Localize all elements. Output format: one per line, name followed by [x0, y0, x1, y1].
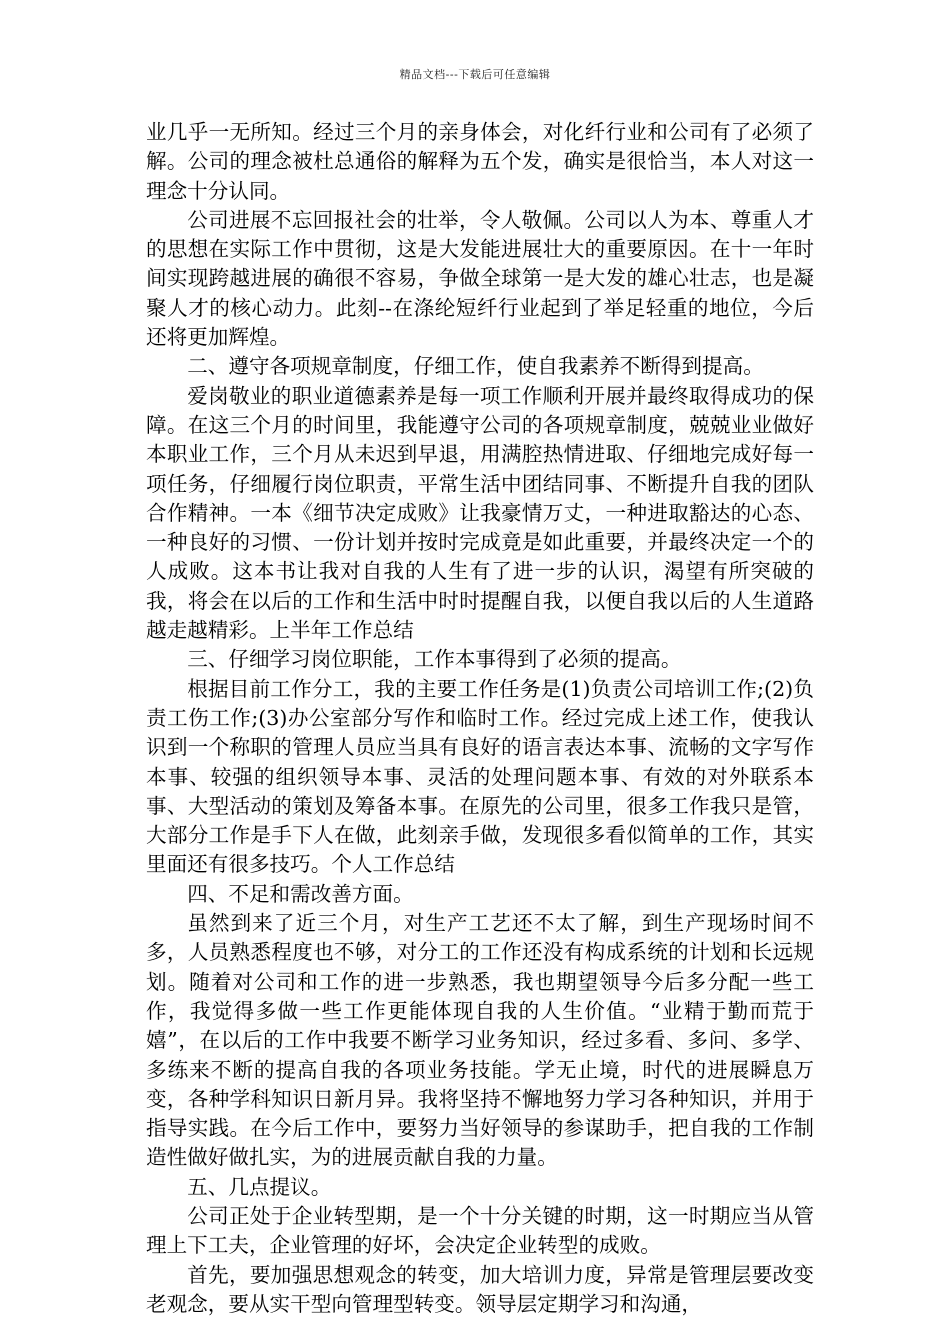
paragraph: 虽然到来了近三个月，对生产工艺还不太了解，到生产现场时间不多，人员熟悉程度也不够，对分工的工作还没有构成系统的计划和长远规划。随着对公司和工作的进一步熟悉，我也期望领导今后多分配一些工作，我觉得多做一些工作更能体现自我的人生价值。“业精于勤而荒于嬉”，在以后的工作中我要不断学习业务知识，经过多看、多问、多学、多练来不断的提高自我的各项业务技能。学无止境，时代的进展瞬息万变，各种学科知识日新月异。我将坚持不懈地努力学习各种知识，并用于指导实践。在今后工作中，要努力当好领导的参谋助手，把自我的工作制造性做好做扎实，为的进展贡献自我的力量。: [146, 911, 814, 1170]
paragraph: 公司进展不忘回报社会的壮举，令人敬佩。公司以人为本、尊重人才的思想在实际工作中贯彻，这是大发能进展壮大的重要原因。在十一年时间实现跨越进展的确很不容易，争做全球第一是大发的雄心壮志，也是凝聚人才的核心动力。此刻--在涤纶短纤行业起到了举足轻重的地位，今后还将更加辉煌。: [146, 207, 814, 350]
paragraph: 公司正处于企业转型期，是一个十分关键的时期，这一时期应当从管理上下工夫，企业管理的好坏，会决定企业转型的成败。: [146, 1203, 814, 1258]
paragraph: 首先，要加强思想观念的转变，加大培训力度，异常是管理层要改变老观念，要从实干型向管理型转变。领导层定期学习和沟通，: [146, 1262, 814, 1316]
paragraph: 爱岗敬业的职业道德素养是每一项工作顺利开展并最终取得成功的保障。在这三个月的时间里，我能遵守公司的各项规章制度，兢兢业业做好本职业工作，三个月从未迟到早退，用满腔热情进取、仔细地完成好每一项任务，仔细履行岗位职责，平常生活中团结同事、不断提升自我的团队合作精神。一本《细节决定成败》让我豪情万丈，一种进取豁达的心态、一种良好的习惯、一份计划并按时完成竟是如此重要，并最终决定一个的人成败。这本书让我对自我的人生有了进一步的认识，渴望有所突破的我，将会在以后的工作和生活中时时提醒自我，以便自我以后的人生道路越走越精彩。上半年工作总结: [146, 383, 814, 643]
paragraph: 五、几点提议。: [187, 1174, 332, 1199]
paragraph: 三、仔细学习岗位职能，工作本事得到了必须的提高。: [187, 647, 682, 672]
paragraph: 二、遵守各项规章制度，仔细工作，使自我素养不断得到提高。: [187, 354, 764, 379]
paragraph: 四、不足和需改善方面。: [187, 881, 414, 906]
document-body: [146, 118, 814, 1319]
paragraph: 根据目前工作分工，我的主要工作任务是(1)负责公司培训工作;(2)负责工伤工作;(3)办公室部分写作和临时工作。经过完成上述工作，使我认识到一个称职的管理人员应当具有良好的语言表达本事、流畅的文字写作本事、较强的组织领导本事、灵活的处理问题本事、有效的对外联系本事、大型活动的策划及筹备本事。在原先的公司里，很多工作我只是管，大部分工作是手下人在做，此刻亲手做，发现很多看似简单的工作，其实里面还有很多技巧。个人工作总结: [146, 676, 814, 877]
paragraph: 业几乎一无所知。经过三个月的亲身体会，对化纤行业和公司有了必须了解。公司的理念被杜总通俗的解释为五个发，确实是很恰当，本人对这一理念十分认同。: [146, 120, 814, 203]
page-header: 精品文档---下载后可任意编辑: [399, 68, 551, 81]
